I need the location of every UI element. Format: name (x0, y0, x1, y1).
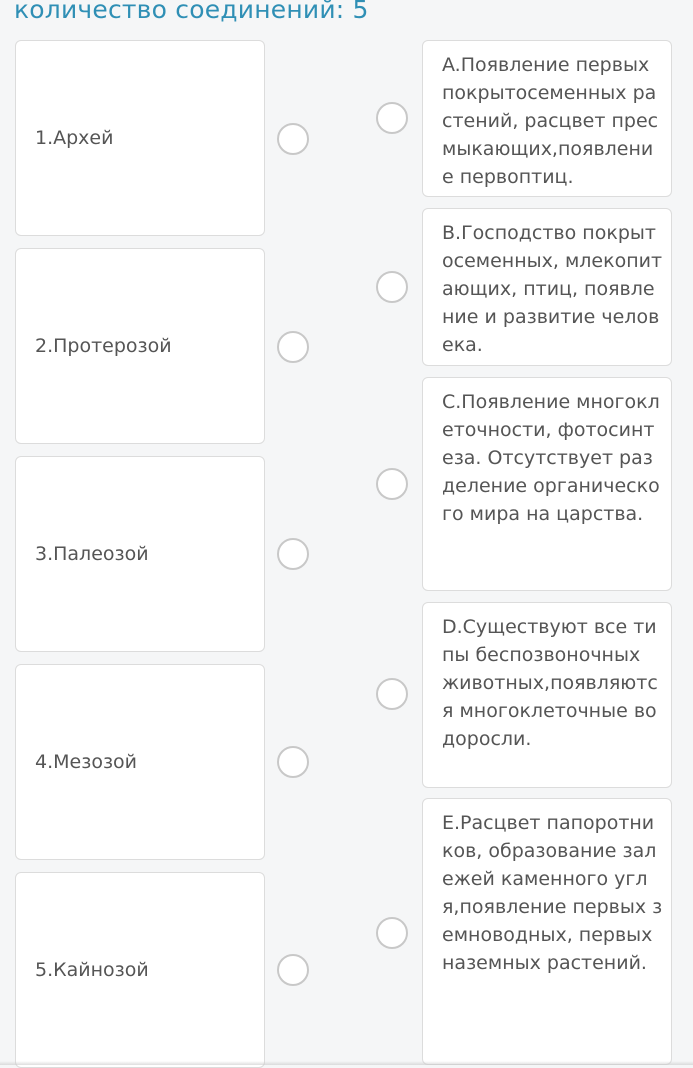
right-connector-a[interactable] (376, 102, 408, 134)
left-item-5 (15, 872, 265, 1068)
left-item-2 (15, 248, 265, 444)
left-connector-4[interactable] (277, 746, 309, 778)
left-connector-2[interactable] (277, 331, 309, 363)
right-item-label: A.Появление первых покрытосеменных растений, расцвет пресмыкающих,появление первоптиц. (442, 54, 659, 188)
bottom-edge-shadow (0, 1061, 693, 1065)
right-item-c (422, 377, 672, 591)
right-connector-d[interactable] (376, 678, 408, 710)
right-item-label: E.Расцвет папоротников, образование залежей каменного угля,появление первых земноводных, первых наземных растений. (442, 812, 663, 974)
right-item-label: C.Появление многоклеточности, фотосинтеза. Отсутствует разделение органического мира на царства. (442, 391, 660, 525)
left-connector-3[interactable] (277, 538, 309, 570)
connections-count-header: количество соединений: 5 (14, 0, 369, 24)
left-item-label: 5.Кайнозой (35, 959, 149, 981)
right-item-e (422, 798, 672, 1065)
right-item-label: D.Существуют все типы беспозвоночных животных,появляются многоклеточные водоросли. (442, 616, 658, 750)
left-item-label: 2.Протерозой (35, 335, 172, 357)
right-connector-b[interactable] (376, 271, 408, 303)
left-connector-1[interactable] (277, 123, 309, 155)
left-item-label: 1.Архей (35, 127, 114, 149)
left-item-label: 4.Мезозой (35, 751, 138, 773)
right-item-b (422, 208, 672, 366)
right-item-d (422, 602, 672, 788)
right-connector-c[interactable] (376, 468, 408, 500)
left-item-4 (15, 664, 265, 860)
right-item-a (422, 40, 672, 197)
right-item-label: B.Господство покрытосеменных, млекопитающих, птиц, появление и развитие человека. (442, 222, 663, 356)
left-item-1 (15, 40, 265, 236)
right-connector-e[interactable] (376, 917, 408, 949)
left-item-3 (15, 456, 265, 652)
left-item-label: 3.Палеозой (35, 543, 149, 565)
left-connector-5[interactable] (277, 954, 309, 986)
